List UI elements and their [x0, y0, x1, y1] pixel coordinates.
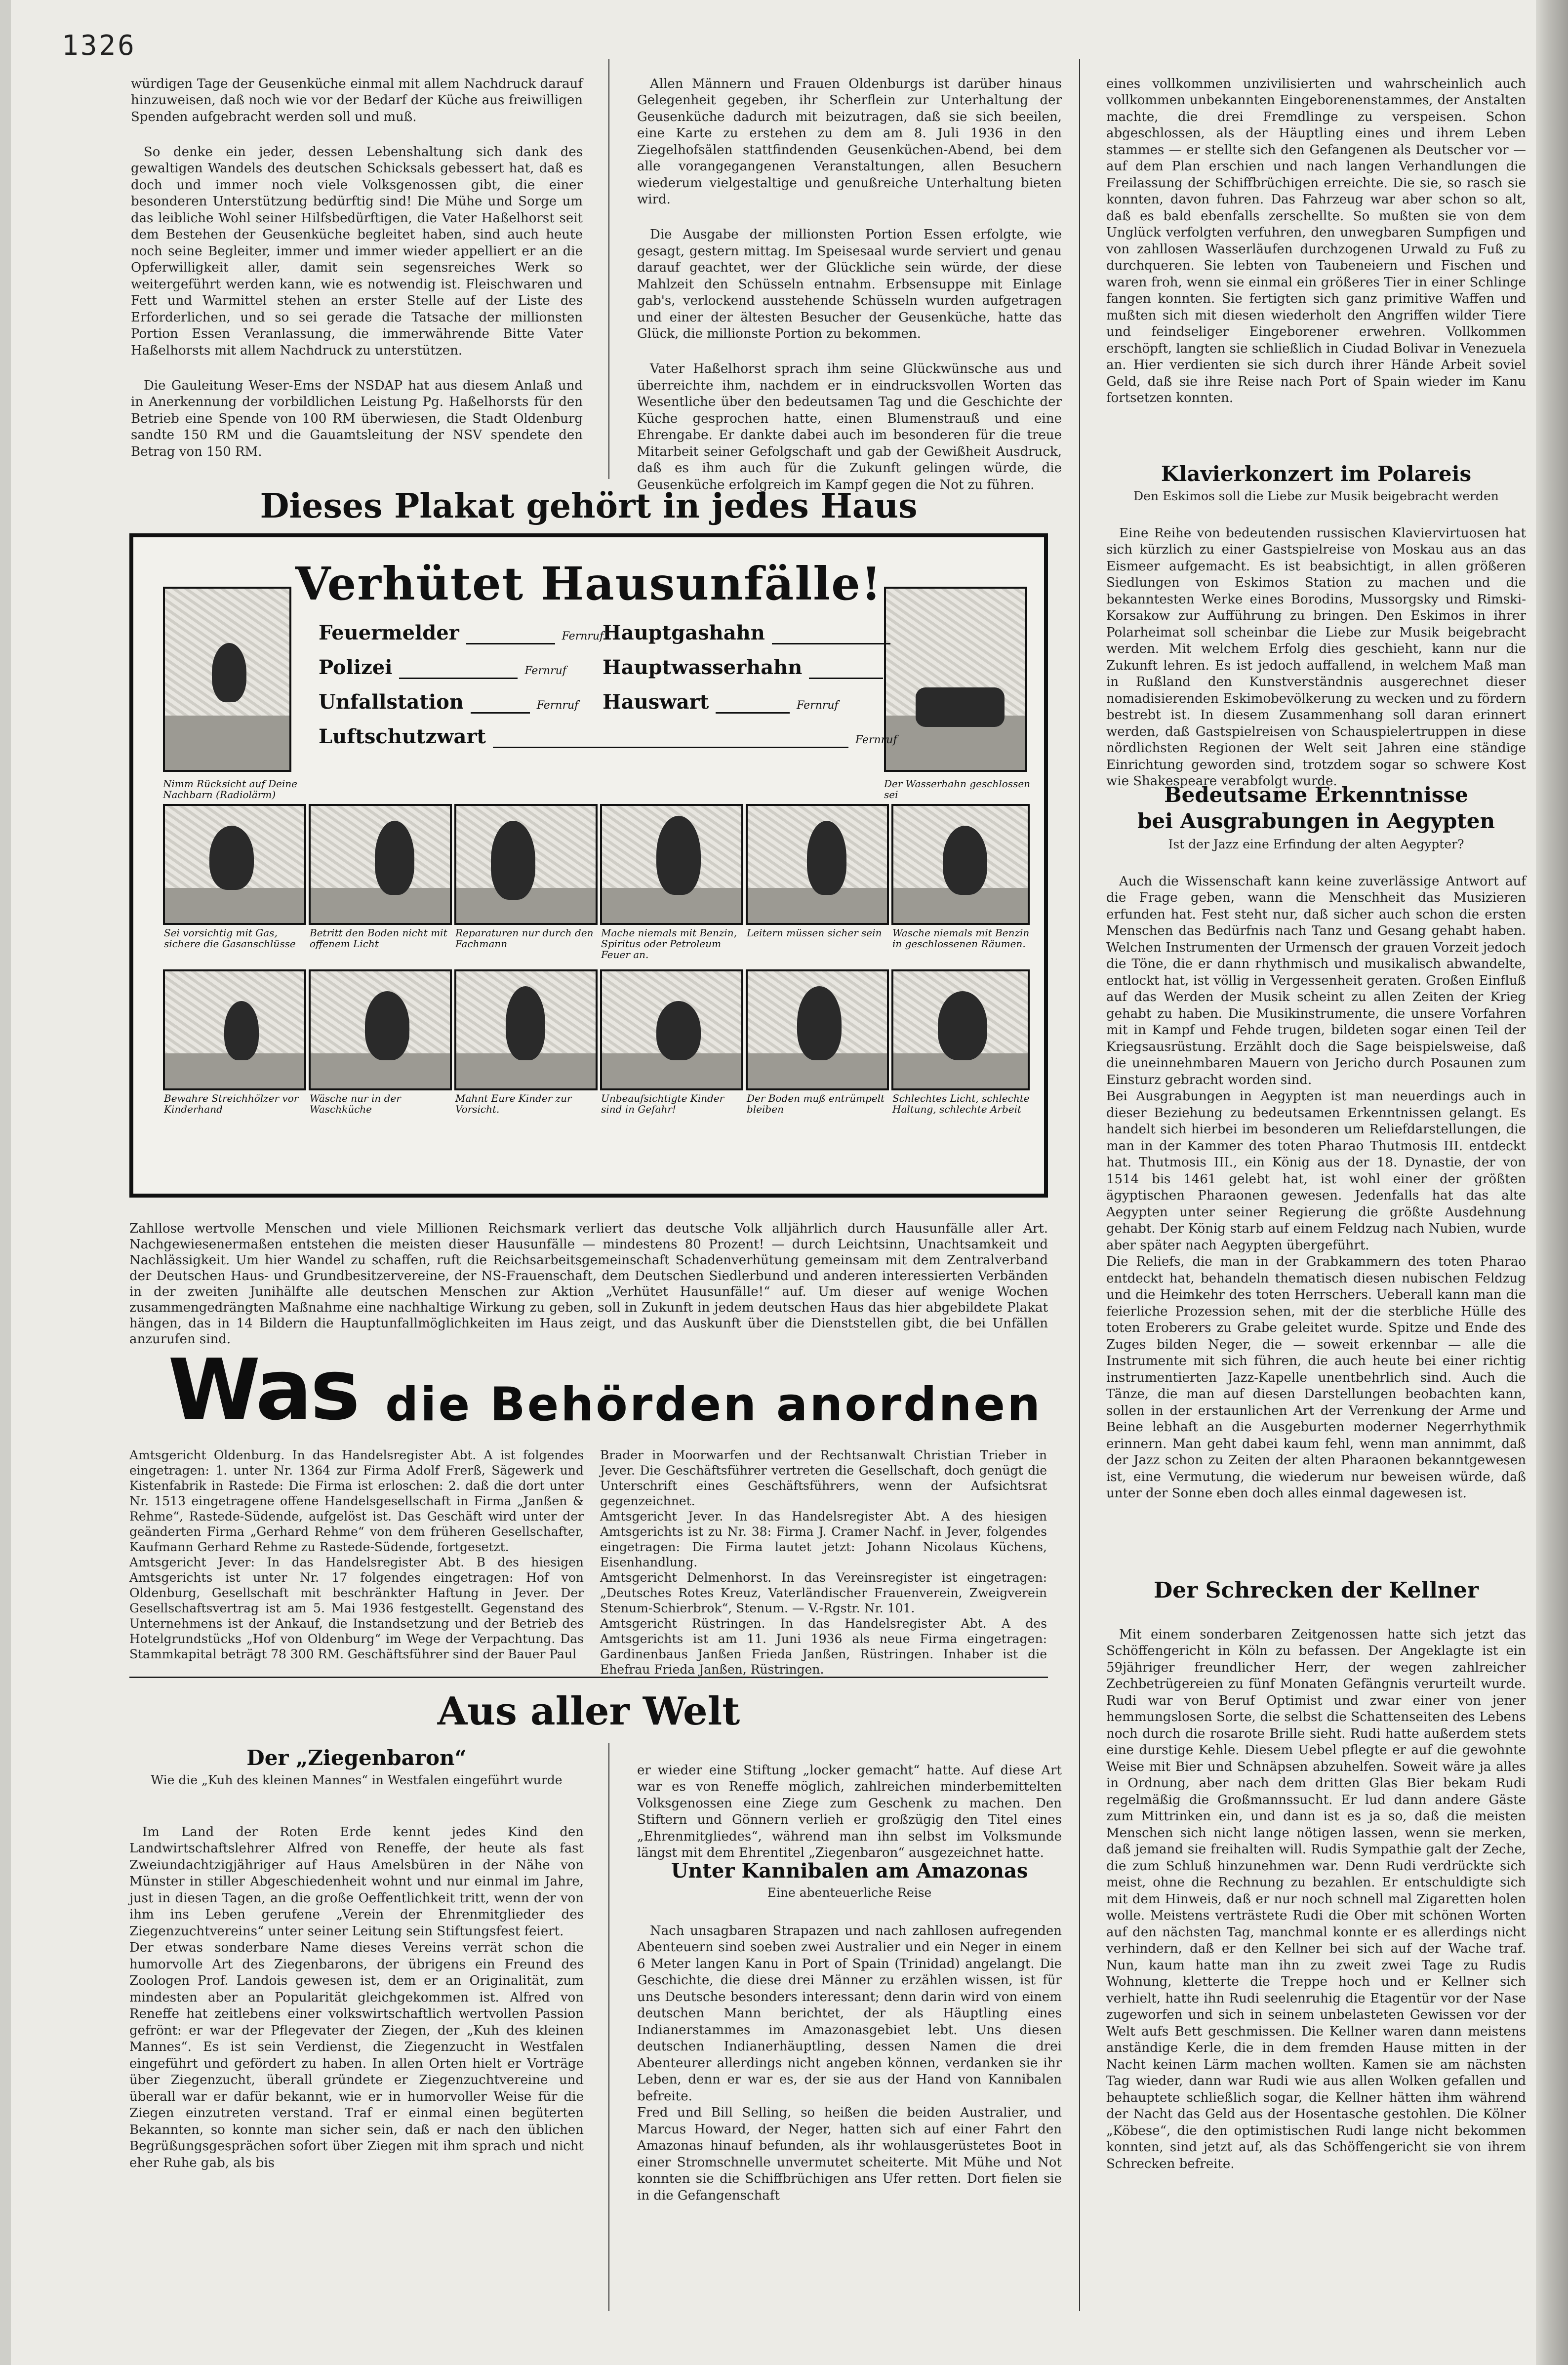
paragraph: Im Land der Roten Erde kennt jedes Kind den Landwirtschaftslehrer Alfred von Reneffe, der heute als fast Zweiundachtzigjähriger auf Haus Amelsbüren in der Nähe von Münster in stiller Abgeschiedenheit wohnt und nur einmal im Jahre, just in diesen Tagen, an die große Oeffentlichkeit tritt, wenn der von ihm ins Leben gerufene „Verein der Ehrenmitglieder des Ziegenzuchtvereins“ unter seiner Leitung sein Stiftungsfest feiert. Der etwas sonderbare Name dieses Vereins verrät schon die humorvolle Art des Ziegenbarons, der übrigens ein Freund des Zoologen Prof. Landois gewesen ist, dem er an Originalität, zum mindesten aber an Popularität gleichgekommen ist. Alfred von Reneffe hat zeitlebens einer volkswirtschaftlich wertvollen Passion gefrönt: er war der Pflegevater der Ziegen, der „Kuh des kleinen Mannes“. Es ist sein Verdienst, die Ziegenzucht in Westfalen eingeführt und gefördert zu haben. In allen Orten hielt er Vorträge über Ziegenzucht, überall gründete er Ziegenzuchtvereine und überall war er dafür bekannt, wie er in humorvoller Weise für die Ziegen einzutreten verstand. Traf er einmal einen begüterten Bekannten, so konnte man sicher sein, daß er nach den üblichen Begrüßungsgesprächen sofort über Ziegen mit ihm sprach und nicht eher Ruhe gab, als bis: [129, 1824, 584, 2170]
field-luftschutzwart: [319, 725, 897, 748]
illustration-bathtub: [884, 587, 1027, 772]
column-1-top: [131, 59, 583, 474]
illustration-radio: [163, 587, 291, 772]
field-hauptgashahn: [603, 621, 890, 644]
column-divider: [1079, 59, 1080, 2311]
paragraph: Brader in Moorwarfen und der Rechtsanwalt Christian Trieber in Jever. Die Geschäftsführer vertreten die Gesellschaft, doch genügt die Unterschrift eines Geschäftsführers, wenn der Aufsichtsrat gegenzeichnet. Amtsgericht Jever. In das Handelsregister Abt. A des hiesigen Amtsgerichts ist zu Nr. 38: Firma J. Cramer Nachf. in Jever, folgendes eingetragen: Die Firma lautet jetzt: Johann Nicolaus Küchens, Eisenhandlung. Amtsgericht Delmenhorst. In das Vereinsregister ist eingetragen: „Deutsches Rotes Kreuz, Vaterländischer Frauenverein, Zweigverein Stenum-Schierbrok“, Stenum. — V.-Rgstr. Nr. 101. Amtsgericht Rüstringen. In das Handelsregister Abt. A des Amtsgerichts ist am 11. Juni 1936 als neue Firma eingetragen: Gardinenbaus Janßen Frieda Janßen, Rüstringen. Inhaber ist die Ehefrau Frieda Janßen, Rüstringen.: [600, 1448, 1047, 1677]
paragraph: Eine Reihe von bedeutenden russischen Klaviervirtuosen hat sich kürzlich zu einer Gastspielreise von Moskau aus an das Eismeer aufgemacht. Es ist beabsichtigt, in allen größeren Siedlungen von Eskimos Station zu machen und die bekanntesten Werke eines Borodins, Mussorgsky und Rimski-Korsakow zur Aufführung zu bringen. Den Eskimos in ihrer Polarheimat soll scheinbar die Liebe zur Musik beigebracht werden. Mit welchem Erfolg dies geschieht, kann nur die Zukunft lehren. Es ist jedoch auffallend, in welchem Maß man in Rußland den Kunstverständnis ausgerechnet dieser nomadisierenden Eskimobevölkerung zu wecken und zu fördern bestrebt ist. In diesem Zusammenhang soll daran erinnert werden, daß Gastspielreisen von Schauspielertruppen in diese nördlichsten Regionen der Welt seit Jahren eine ständige Einrichtung geworden sind, trotzdem sogar so schwere Kost wie Shakespeare verabfolgt wurde.: [1106, 525, 1526, 789]
paragraph: Allen Männern und Frauen Oldenburgs ist darüber hinaus Gelegenheit gegeben, ihr Scherflein zur Unterhaltung der Geusenküche dadurch mit beizutragen, daß sie sich beeilen, eine Karte zu erstehen zu dem am 8. Juli 1936 in den Ziegelhofsälen stattfindenden Geusenküchen-Abend, bei dem alle vorangegangenen Veranstaltungen, allen Besuchern wiederum vielgestaltige und genußreiche Unterhaltung bieten wird.: [637, 76, 1062, 207]
caption: Leitern müssen sicher sein: [747, 927, 882, 939]
illustration-gas: [163, 804, 306, 925]
behoerden-title-rest: die Behörden anordnen: [385, 1378, 1043, 1432]
caption: Wäsche nur in der Waschküche: [310, 1092, 401, 1115]
caption: Mache niemals mit Benzin, Spiritus oder Petroleum Feuer an.: [601, 927, 737, 961]
aegypten-title-2: bei Ausgrabungen in Aegypten: [1137, 809, 1495, 833]
field-unfallstation: [319, 690, 578, 714]
illustration-laundry: [309, 969, 452, 1090]
paragraph: Die Gauleitung Weser-Ems der NSDAP hat aus diesem Anlaß und in Anerkennung der vorbildlichen Leistung Pg. Haßelhorsts für den Betrieb eine Spende von 100 RM überwiesen, die Stadt Oldenburg sandte 150 RM und die Gauamtsleitung der NSV spendete den Betrag von 150 RM.: [131, 378, 583, 459]
field-label: Unfallstation: [319, 690, 464, 714]
field-feuermelder: [319, 621, 603, 644]
kellner-body: [1106, 1610, 1526, 2311]
caption: Sei vorsichtig mit Gas, sichere die Gasanschlüsse: [164, 927, 296, 950]
paragraph: Nach unsagbaren Strapazen und nach zahllosen aufregenden Abenteuern sind soeben zwei Australier und ein Neger in einem 6 Meter langen Kanu in Port of Spain (Trinidad) angelangt. Die Geschichte, die diese drei Männer zu erzählen wissen, ist für uns Deutsche besonders interessant; denn darin wird von einem deutschen Mann berichtet, der als Häuptling eines Indianerstammes im Amazonasgebiet lebt. Uns diesen deutschen Indianerhäuptling, dessen Namen die drei Abenteurer allerdings nicht angeben können, verdanken sie ihr Leben, denn er war es, der sie aus der Hand von Kannibalen befreite. Fred und Bill Selling, so heißen die beiden Australier, und Marcus Howard, der Neger, hatten sich auf einer Fahrt den Amazonas hinauf befunden, als ihr wohlausgerüstetes Boot in einer Stromschnelle unvermutet scheiterte. Mit Mühe und Not konnten sie die Schiffbrüchigen ans Ufer retten. Dort fielen sie in die Gefangenschaft: [637, 1923, 1062, 2203]
klavier-subtitle: Den Eskimos soll die Liebe zur Musik beigebracht werden: [1133, 489, 1499, 503]
column-3-top: [1106, 59, 1526, 464]
field-label: Luftschutzwart: [319, 725, 486, 748]
caption: Reparaturen nur durch den Fachmann: [455, 927, 594, 950]
illustration-ladder: [746, 804, 889, 925]
illustration-unsupervised-children: [600, 969, 743, 1090]
illustration-benzin-fire: [600, 804, 743, 925]
fernruf-label: Fernruf: [855, 734, 897, 746]
illustration-matches: [163, 969, 306, 1090]
behoerden-left: [129, 1432, 584, 1669]
field-label: Feuermelder: [319, 621, 459, 644]
caption-radio: Nimm Rücksicht auf Deine Nachbarn (Radiolärm): [163, 778, 298, 801]
illustration-attic-clear: [746, 969, 889, 1090]
ziegen-subtitle: Wie die „Kuh des kleinen Mannes“ in Westfalen eingeführt wurde: [151, 1773, 563, 1787]
field-label: Hauptgashahn: [603, 621, 765, 644]
column-divider: [608, 1743, 609, 2311]
illustration-bad-light: [891, 969, 1030, 1090]
paragraph: Mit einem sonderbaren Zeitgenossen hatte sich jetzt das Schöffengericht in Köln zu befassen. Der Angeklagte ist ein 59jähriger freundlicher Herr, der wegen zahlreicher Zechbetrügereien zu fünf Monaten Gefängnis verurteilt wurde. Rudi war von Beruf Optimist und zwar einer von jener hemmungslosen Sorte, die selbst die Schattenseiten des Lebens noch durch die rosarote Brille sieht. Rudi hatte außerdem stets eine durstige Kehle. Diesem Uebel pflegte er auf die gewohnte Weise mit Bier und Schnäpsen abzuhelfen. Soweit wäre ja alles in Ordnung, aber nach dem dritten Glas Bier bekam Rudi regelmäßig die Großmannssucht. Er lud dann andere Gäste zum Mittrinken ein, und dann ist es ja so, daß die meisten Menschen sich nicht lange nötigen lassen, wenn sie merken, daß jemand sie freihalten will. Rudis Sympathie galt der Zeche, die zum Schluß hinzunehmen war. Denn Rudi verdrückte sich meist, ohne die Rechnung zu bezahlen. Er entschuldigte sich mit dem Hinweis, daß er nur noch schnell mal Zigaretten holen wolle. Meistens verträstete Rudi die Ober mit schönen Worten auf den nächsten Tag, manchmal konnte er es allerdings nicht verhindern, daß er den Kellner bei sich auf der Wache traf. Nun, kaum hatte man ihn zu zweit zwei Tage zu Rudis Wohnung, kletterte die Treppe hoch und er Kellner sich verhielt, hatte ihn Rudi seelenruhig die Etagentür vor der Nase zugeworfen und sich in seinem unbelasteten Gewissen vor der Welt aufs Bett geschmissen. Die Kellner waren dann meistens anständige Kerle, die in dem fremden Hause mitten in der Nacht keinen Lärm machen wollten. Kamen sie am nächsten Tag wieder, dann war Rudi wie aus allen Wolken gefallen und behauptete schließlich sogar, die Kellner hätten ihm während der Nacht das Geld aus der Hosentasche gestohlen. Die Kölner „Köbese“, die den optimistischen Rudi lange nicht bekommen konnten, sind jetzt auf, als das Schöffengericht sie von ihrem Schrecken befreite.: [1106, 1627, 1526, 2171]
aegypten-title-1: Bedeutsame Erkenntnisse: [1164, 783, 1468, 807]
poster-heading: Dieses Plakat gehört in jedes Haus: [260, 486, 918, 526]
field-hauswart: [603, 690, 839, 714]
field-hauptwasserhahn: [603, 656, 883, 679]
illustration-washing-benzin: [891, 804, 1030, 925]
ziegen-continuation: [637, 1746, 1062, 1860]
paragraph: So denke ein jeder, dessen Lebenshaltung sich dank des gewaltigen Wandels des deutschen Schicksals gebessert hat, daß es doch und immer noch viele Volksgenossen gibt, die einer besonderen Unterstützung bedürftig sind! Die Mühe und Sorge um das leibliche Wohl seiner Hilfsbedürftigen, die Vater Haßelhorst seit dem Bestehen der Geusenküche begleitet haben, sind auch heute noch seine Begleiter, immer und immer wieder appelliert er an die Opferwilligkeit aller, damit sein segensreiches Werk so weitergeführt werden kann, wie es notwendig ist. Fleischwaren und Fett und Warmittel stehen an erster Stelle auf der Liste des Erforderlichen, und so sei gerade die Tatsache der millionsten Portion Essen Veranlassung, die immerwährende Bitte Vater Haßelhorsts mit allem Nachdruck zu unterstützen.: [131, 144, 583, 358]
field-label: Hauswart: [603, 690, 709, 714]
paragraph: er wieder eine Stiftung „locker gemacht“ hatte. Auf diese Art war es von Reneffe möglich, zahlreichen minderbemittelten Volksgenossen eine Ziege zum Geschenk zu machen. Den Stiftern und Gönnern verlieh er großzügig den Titel eines „Ehrenmitgliedes“, während man ihn selbst im Volksmunde längst mit dem Ehrentitel „Ziegenbaron“ ausgezeichnet hatte.: [637, 1763, 1062, 1860]
paragraph: Zahllose wertvolle Menschen und viele Millionen Reichsmark verliert das deutsche Volk alljährlich durch Hausunfälle aller Art. Nachgewiesenermaßen entstehen die meisten dieser Hausunfälle — mindestens 80 Prozent! — durch Leichtsinn, Unachtsamkeit und Nachlässigkeit. Um hier Wandel zu schaffen, ruft die Reichsarbeitsgemeinschaft Schadenverhütung gemeinsam mit dem Zentralverband der Deutschen Haus- und Grundbesitzervereine, der NS-Frauenschaft, dem Deutschen Siedlerbund und anderen interessierten Verbänden in der zweiten Junihälfte alle deutschen Menschen zur Aktion „Verhütet Hausunfälle!“ auf. Um dieser auf wenige Wochen zusammengedrängten Maßnahme eine nachhaltige Wirkung zu geben, soll in Zukunft in jedem deutschen Haus das hier abgebildete Plakat hängen, das in 14 Bildern die Hauptunfallmöglichkeiten im Haus zeigt, und das Auskunft über die Dienststellen gibt, die bei Unfällen anzurufen sind.: [129, 1221, 1048, 1347]
illustration-attic-light: [309, 804, 452, 925]
behoerden-right: [600, 1432, 1047, 1677]
caption: Mahnt Eure Kinder zur Vorsicht.: [455, 1092, 572, 1115]
fernruf-label: Fernruf: [562, 630, 604, 642]
paragraph: Die Ausgabe der millionsten Portion Essen erfolgte, wie gesagt, gestern mittag. Im Speisesaal wurde serviert und genau darauf geachtet, wer der Glückliche sein würde, der diese Mahlzeit den Schüsseln entnahm. Erbsensuppe mit Einlage gab's, verlockend ausstehende Schüsseln wurden aufgetragen und einer der ältesten Besucher der Geusenküche, hatte das Glück, die millionste Portion zu bekommen.: [637, 227, 1062, 341]
caption: Bewahre Streichhölzer vor Kinderhand: [164, 1092, 299, 1115]
fernruf-label: Fernruf: [524, 665, 566, 677]
welt-heading: Aus aller Welt: [437, 1689, 740, 1734]
caption: Schlechtes Licht, schlechte Haltung, schlechte Arbeit: [892, 1092, 1030, 1115]
page-edge: [1536, 0, 1568, 2365]
kellner-title: Der Schrecken der Kellner: [1153, 1578, 1479, 1603]
poster: [129, 533, 1048, 1198]
illustration-children-caution: [454, 969, 598, 1090]
poster-text: [129, 1205, 1048, 1347]
aegypten-body: [1106, 857, 1526, 1568]
caption-bathtub: Der Wasserhahn geschlossen sei: [884, 778, 1031, 801]
behoerden-title-was: Was: [168, 1341, 359, 1439]
section-rule: [129, 1677, 1048, 1678]
caption: Betritt den Boden nicht mit offenem Licht: [310, 927, 447, 950]
field-label: Hauptwasserhahn: [603, 656, 803, 679]
fernruf-label: Fernruf: [797, 699, 839, 712]
field-label: Polizei: [319, 656, 393, 679]
caption: Wasche niemals mit Benzin in geschlossenen Räumen.: [892, 927, 1030, 950]
kannibalen-subtitle: Eine abenteuerliche Reise: [767, 1885, 932, 1900]
paragraph: Auch die Wissenschaft kann keine zuverlässige Antwort auf die Frage geben, wann die Menschheit das Musizieren erfunden hat. Fest steht nur, daß sicher auch schon die ersten Menschen das Bedürfnis nach Tanz und Gesang gehabt haben. Welchen Instrumenten der Urmensch der grauen Vorzeit jedoch die Töne, die er dann rhythmisch und musikalisch abwandelte, entlockt hat, ist völlig in Vergessenheit geraten. Großen Einfluß auf das Werden der Musik scheint zu allen Zeiten der Krieg gehabt zu haben. Die Musikinstrumente, die unsere Vorfahren mit in Kampf und Fehde trugen, bildeten sogar einen Teil der Kriegsausrüstung. Erzählt doch die Sage beispielsweise, daß die uneinnehmbaren Mauern von Jericho durch Posaunen zum Einsturz gebracht worden sind. Bei Ausgrabungen in Aegypten ist man neuerdings auch in dieser Beziehung zu bedeutsamen Erkenntnissen gelangt. Es handelt sich hierbei im besonderen um Reliefdarstellungen, die man in der Kammer des toten Pharao Thutmosis III. entdeckt hat. Thutmosis III., ein König aus der 18. Dynastie, der von 1514 bis 1461 gelebt hat, ist wohl einer der größten ägyptischen Pharaonen gewesen. Jedenfalls hat das alte Aegypten unter seiner Regierung die größte Ausdehnung gehabt. Der König starb auf einem Feldzug nach Nubien, wurde aber später nach Aegypten übergeführt. Die Reliefs, die man in der Grabkammern des toten Pharao entdeckt hat, behandeln thematisch diesen nubischen Feldzug und die Heimkehr des toten Herrschers. Ueberall kann man die feierliche Prozession sehen, mit der die sterbliche Hülle des toten Eroberers zu Grabe geleitet wurde. Spitze und Ende des Zuges bilden Neger, die — soweit erkennbar — alle die Instrumente mit sich führen, die auch heute bei einer richtig instrumentierten Jazz-Kapelle unentbehrlich sind. Auch die Tänze, die man auf diesen Darstellungen beobachten kann, sollen in der erstaunlichen Art der Verrenkung der Arme und Beine lebhaft an die Ausgeburten moderner Negerrhythmik erinnern. Man geht dabei kaum fehl, wenn man annimmt, daß der Jazz schon zu Zeiten der alten Pharaonen bekanntgewesen ist, eine Vermutung, die wiederum nur beweisen würde, daß unter der Sonne eben doch alles einmal dagewesen ist.: [1106, 874, 1526, 1501]
kannibalen-body: [637, 1906, 1062, 2311]
paragraph: würdigen Tage der Geusenküche einmal mit allem Nachdruck darauf hinzuweisen, daß noch wie vor der Bedarf der Küche aus freiwilligen Spenden aufgebracht werden soll und muß.: [131, 76, 583, 124]
kannibalen-title: Unter Kannibalen am Amazonas: [671, 1859, 1028, 1883]
paragraph: Vater Haßelhorst sprach ihm seine Glückwünsche aus und überreichte ihm, nachdem er in eindrucksvollen Worten das Wesentliche über den bedeutsamen Tag und die Geschichte der Küche gesprochen hatte, einen Blumenstrauß und eine Ehrengabe. Er dankte dabei auch im besonderen für die treue Mitarbeit seiner Gefolgschaft und gab der Gewißheit Ausdruck, daß es ihm auch für die Zukunft gelingen würde, die Geusenküche erfolgreich im Kampf gegen die Not zu führen.: [637, 361, 1062, 492]
field-polizei: [319, 656, 566, 679]
page-number: 1326: [62, 30, 136, 62]
fernruf-label: Fernruf: [536, 699, 579, 712]
poster-title: Verhütet Hausunfälle!: [295, 557, 883, 610]
illustration-repair: [454, 804, 598, 925]
caption: Unbeaufsichtigte Kinder sind in Gefahr!: [601, 1092, 724, 1115]
paragraph: Amtsgericht Oldenburg. In das Handelsregister Abt. A ist folgendes eingetragen: 1. unter Nr. 1364 zur Firma Adolf Frerß, Sägewerk und Kistenfabrik in Rastede: Die Firma ist erloschen: 2. daß die dort unter Nr. 1513 eingetragene offene Handelsgesellschaft in Firma „Janßen & Rehme“, Rastede-Südende, aufgelöst ist. Das Geschäft wird unter der geänderten Firma „Gerhard Rehme“ von dem früheren Gesellschafter, Kaufmann Gerhard Rehme zu Rastede-Südende, fortgesetzt. Amtsgericht Jever: In das Handelsregister Abt. B des hiesigen Amtsgerichts ist unter Nr. 17 folgendes eingetragen: Hof von Oldenburg, Gesellschaft mit beschränkter Haftung in Jever. Der Gesellschaftsvertrag ist am 5. Mai 1936 festgestellt. Gegenstand des Unternehmens ist der Ankauf, die Instandsetzung und der Betrieb des Hotelgrundstücks „Hof von Oldenburg“ im Wege der Verpachtung. Das Stammkapital beträgt 78 300 RM. Geschäftsführer sind der Bauer Paul: [129, 1448, 584, 1661]
paragraph: eines vollkommen unzivilisierten und wahrscheinlich auch vollkommen unbekannten Eingeborenenstammes, der Anstalten machte, die drei Fremdlinge zu verspeisen. Schon abgeschlossen, als der Häuptling eines und ihrem Leben stammes — er stellte sich den Gefangenen als Deutscher vor — auf dem Plan erschien und nach langen Verhandlungen die Freilassung der Schiffbrüchigen erreichte. Die sie, so rasch sie konnten, davon fuhren. Das Fahrzeug war aber schon so alt, daß es bald ebenfalls zerschellte. So mußten sie von dem Unglück verfolgten verfuhren, den unwegbaren Sumpfigen und von zahllosen Wasserläufen durchzogenen Urwald zu Fuß zu durchqueren. Sie lebten von Taubeneiern und Fischen und waren froh, wenn sie einmal ein größeres Tier in einer Schlinge fangen konnten. Sie fertigten sich ganz primitive Waffen und mußten sich mit diesen wiederholt den Angriffen wilder Tiere und feindseliger Eingeborener erwehren. Vollkommen erschöpft, langten sie schließlich in Ciudad Bolivar in Venezuela an. Hier verdienten sie sich durch ihrer Hände Arbeit soviel Geld, daß sie ihre Reise nach Port of Spain wieder im Kanu fortsetzen konnten.: [1106, 76, 1526, 405]
aegypten-subtitle: Ist der Jazz eine Erfindung der alten Aegypter?: [1168, 837, 1464, 851]
binding-spine: [0, 0, 11, 2365]
klavier-title: Klavierkonzert im Polareis: [1161, 462, 1472, 486]
caption: Der Boden muß entrümpelt bleiben: [747, 1092, 885, 1115]
column-2-top: [637, 59, 1062, 492]
ziegen-title: Der „Ziegenbaron“: [246, 1746, 467, 1770]
column-divider: [608, 59, 609, 479]
ziegen-body: [129, 1807, 584, 2311]
klavier-body: [1106, 509, 1526, 789]
